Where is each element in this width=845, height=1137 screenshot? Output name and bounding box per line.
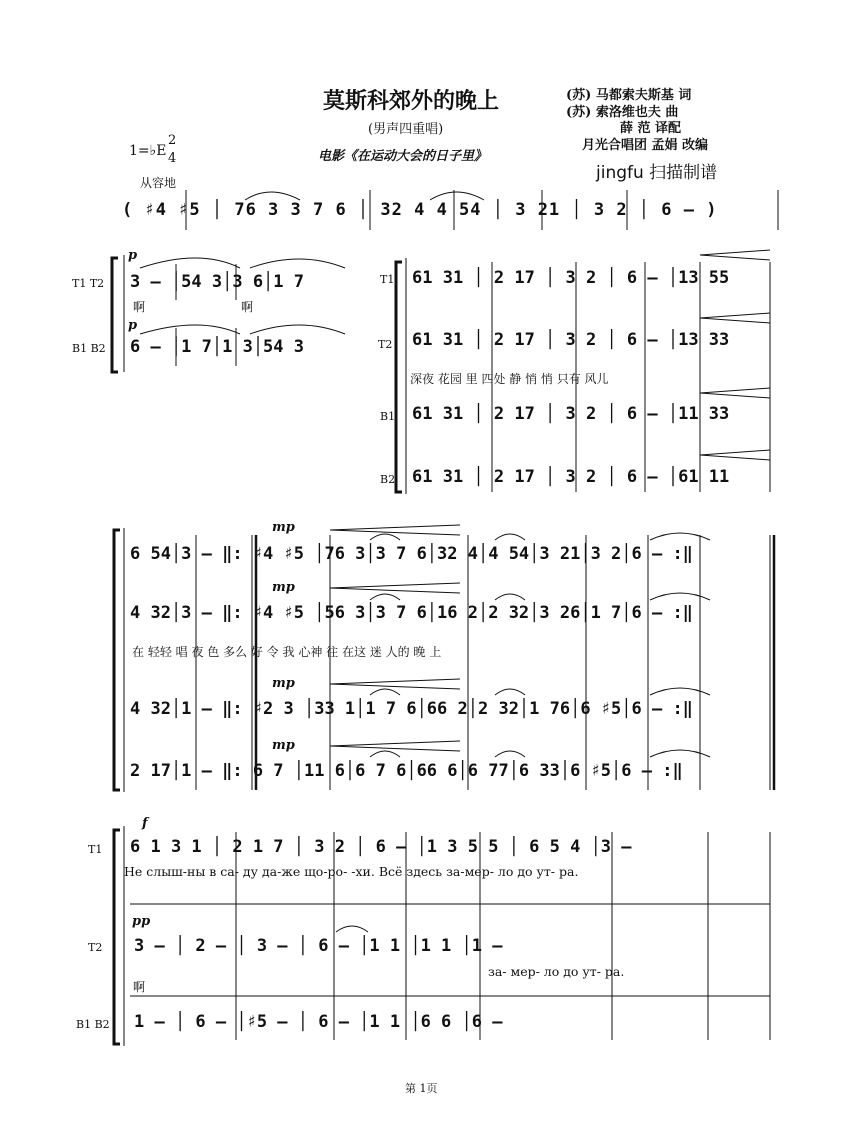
song-title: 莫斯科郊外的晚上 xyxy=(323,88,500,114)
verse-lyric-1: 深夜 花园 里 四处 静 悄 悄 只有 风儿 xyxy=(410,372,609,386)
refrain-lyric: 在 轻轻 唱 夜 色 多么 好 令 我 心神 往 在这 迷 人的 晚 上 xyxy=(132,645,442,659)
credit-translator: 薛 范 译配 xyxy=(620,121,682,136)
time-top: 2 xyxy=(168,133,177,148)
key-signature: 1=♭E xyxy=(129,143,167,159)
film-source: 电影《在运动大会的日子里》 xyxy=(318,149,488,164)
credit-arranger: 月光合唱团 孟娟 改编 xyxy=(582,138,709,153)
dynamic-pp: pp xyxy=(132,914,151,929)
t1t2-lyric-a: 啊 xyxy=(133,300,146,314)
voice-label-b2: B2 xyxy=(380,473,396,486)
dynamic-p-lower: p xyxy=(128,318,138,333)
s3-voice4-notes: 2 17│1 – ‖: 6 7 │11 6│6 7 6│66 6│6 77│6 33│6 ♯5│6 – :‖ xyxy=(130,761,683,781)
scanner-credit: jingfu 扫描制谱 xyxy=(596,163,718,183)
voice-label-t1: T1 xyxy=(380,273,395,286)
voice-label-t1t2: T1 T2 xyxy=(72,277,105,290)
voice-label-b1b2: B1 B2 xyxy=(72,342,106,355)
russian-lyric-t1: Не слыш-ны в са- ду да-же що-ро- -хи. Всё здесь за-мер- ло до ут- ра. xyxy=(124,864,579,879)
bass-russian-notes: 1 – │ 6 – │♯5 – │ 6 – │1 1 │6 6 │6 – xyxy=(134,1012,503,1032)
time-bottom: 4 xyxy=(168,151,177,166)
dynamic-p-upper: p xyxy=(128,248,138,263)
credit-lyricist: (苏) 马都索夫斯基 词 xyxy=(566,88,692,103)
subtitle: (男声四重唱) xyxy=(368,122,444,137)
voice-label-b1b2-s4: B1 B2 xyxy=(76,1018,110,1031)
dynamic-mp-2: mp xyxy=(272,580,295,595)
t2-lyric-ah: 啊 xyxy=(133,980,146,994)
voice-label-t2-s4: T2 xyxy=(88,941,103,954)
s3-voice3-notes: 4 32│1 – ‖: ♯2 3 │33 1│1 7 6│66 2│2 32│1 76│6 ♯5│6 – :‖ xyxy=(130,699,693,719)
t2-verse-notes: 61 31 │ 2 17 │ 3 2 │ 6 – │13 33 xyxy=(412,330,730,350)
voice-label-t2: T2 xyxy=(378,338,393,351)
s3-voice2-notes: 4 32│3 – ‖: ♯4 ♯5 │56 3│3 7 6│16 2│2 32│3 26│1 7│6 – :‖ xyxy=(130,603,693,623)
dynamic-mp-1: mp xyxy=(272,520,295,535)
credit-composer: (苏) 索洛维也夫 曲 xyxy=(566,105,679,120)
b1b2-intro-notes: 6 – │1 7│1 3│54 3 xyxy=(130,337,304,357)
russian-lyric-t2: за- мер- ло до ут- ра. xyxy=(488,964,625,979)
tempo-marking: 从容地 xyxy=(140,176,177,190)
dynamic-mp-3: mp xyxy=(272,676,295,691)
t1-russian-notes: 6 1 3 1 │ 2 1 7 │ 3 2 │ 6 – │1 3 5 5 │ 6 5 4 │3 – xyxy=(130,837,632,857)
t2-russian-notes: 3 – │ 2 – │ 3 – │ 6 – │1 1 │1 1 │1 – xyxy=(134,936,503,956)
page-number: 第 1页 xyxy=(405,1082,438,1095)
dynamic-mp-4: mp xyxy=(272,738,295,753)
b1-verse-notes: 61 31 │ 2 17 │ 3 2 │ 6 – │11 33 xyxy=(412,404,730,424)
voice-label-t1-s4: T1 xyxy=(88,843,103,856)
dynamic-f: f xyxy=(142,816,148,831)
voice-label-b1: B1 xyxy=(380,410,396,423)
s3-voice1-notes: 6 54│3 – ‖: ♯4 ♯5 │76 3│3 7 6│32 4│4 54│3 21│3 2│6 – :‖ xyxy=(130,544,693,564)
t1t2-lyric-b: 啊 xyxy=(241,300,254,314)
t1-verse-notes: 61 31 │ 2 17 │ 3 2 │ 6 – │13 55 xyxy=(412,268,730,288)
t1t2-intro-notes: 3 – │54 3│3 6│1 7 xyxy=(130,272,304,292)
intro-line: ( ♯4 ♯5 │ 76 3 3 7 6 │ 32 4 4 54 │ 3 21 │ 3 2 │ 6 – ) xyxy=(122,200,718,220)
b2-verse-notes: 61 31 │ 2 17 │ 3 2 │ 6 – │61 11 xyxy=(412,467,730,487)
